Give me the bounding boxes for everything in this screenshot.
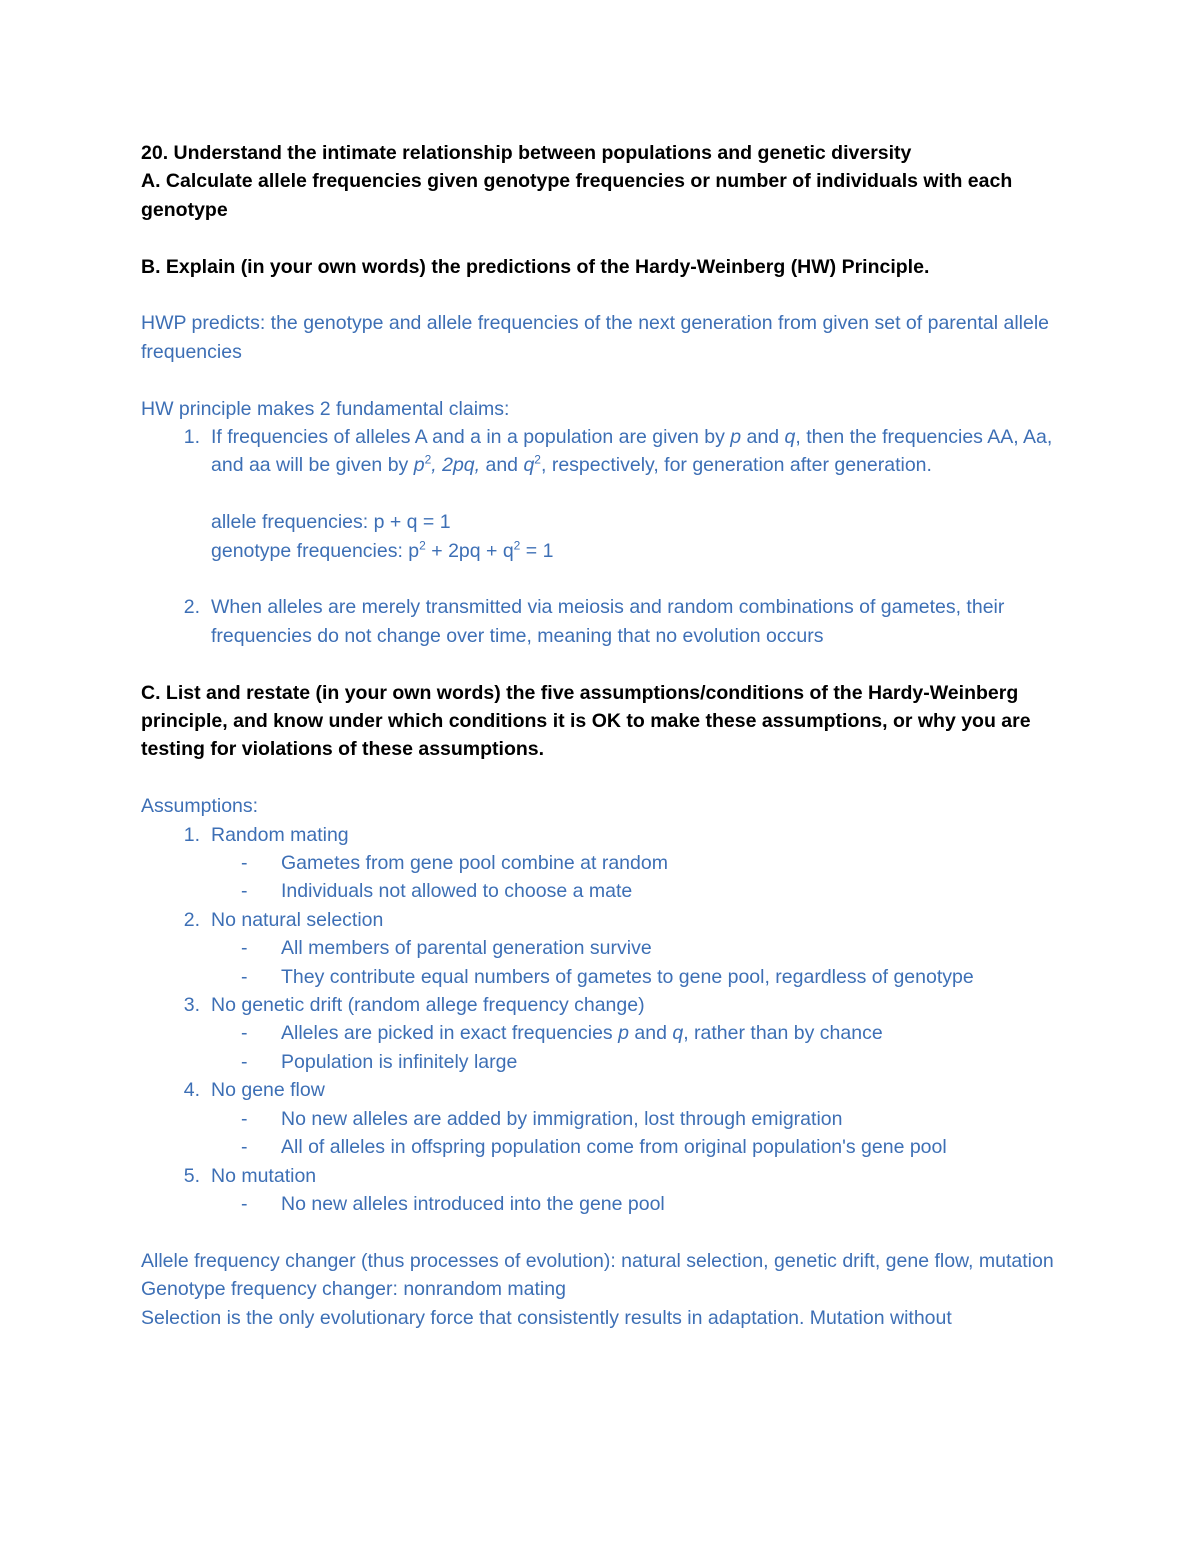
assumption-item: 1. Random mating	[183, 823, 349, 846]
assumption-sub-item: - No new alleles are added by immigration, lost through emigration	[241, 1107, 843, 1130]
part-a-heading: A. Calculate allele frequencies given genotype frequencies or number of individuals with each genotype	[141, 170, 1013, 221]
assumptions-label: Assumptions:	[141, 795, 259, 818]
part-b-heading: B. Explain (in your own words) the predictions of the Hardy-Weinberg (HW) Principle.	[141, 255, 930, 278]
hwp-predicts-text: HWP predicts: the genotype and allele frequencies of the next generation from given set of parental allele frequencies	[141, 312, 1050, 363]
assumption-sub-item: - All of alleles in offspring population come from original population's gene pool	[241, 1136, 947, 1159]
claim-1-text: If frequencies of alleles A and a in a population are given by p and q, then the frequencies AA, Aa, and aa will be given by $p^2$, 2pq, and $q^2$, respectively, for generation after generation. allele frequencies: p + q = 1 genotype frequencies: $p^2 + 2pq + q^2 = 1$	[211, 423, 1061, 565]
assumption-sub-item: - Population is infinitely large	[241, 1050, 518, 1073]
selection-text: Selection is the only evolutionary force that consistently results in adaptation. Mutation without	[141, 1306, 952, 1329]
claim-1-number: 1.	[183, 426, 200, 449]
part-c-heading: C. List and restate (in your own words) the five assumptions/conditions of the Hardy-Weinberg principle, and know under which conditions it is OK to make these assumptions, or why you are testing for violations of these assumptions.	[141, 681, 1031, 761]
assumption-item: 2. No natural selection	[183, 908, 384, 931]
genotype-frequency-equation: genotype frequencies: $p^2 + 2pq + q^2 = 1$	[211, 538, 554, 562]
assumption-sub-item: - Alleles are picked in exact frequencies p and q, rather than by chance	[241, 1022, 883, 1045]
allele-frequency-changer-text: Allele frequency changer (thus processes of evolution): natural selection, genetic drift, gene flow, mutation	[141, 1249, 1054, 1272]
assumption-sub-item: - No new alleles introduced into the gene pool	[241, 1192, 665, 1215]
section-title: 20. Understand the intimate relationship between populations and genetic diversity	[141, 142, 912, 164]
assumption-item: 4. No gene flow	[183, 1079, 325, 1102]
document-body	[141, 139, 1061, 1332]
genotype-frequency-changer-text: Genotype frequency changer: nonrandom mating	[141, 1278, 566, 1301]
claim-2-text: When alleles are merely transmitted via meiosis and random combinations of gametes, their frequencies do not change over time, meaning that no evolution occurs	[211, 596, 1005, 647]
allele-frequency-equation: allele frequencies: p + q = 1	[211, 511, 451, 534]
assumption-item: 3. No genetic drift (random allege frequency change)	[183, 994, 645, 1017]
assumption-item: 5. No mutation	[183, 1164, 317, 1187]
claim-2-number: 2.	[183, 596, 200, 619]
claim-1	[141, 423, 1061, 565]
assumption-sub-item: - Gametes from gene pool combine at random	[241, 852, 668, 875]
assumption-sub-item: - They contribute equal numbers of gametes to gene pool, regardless of genotype	[241, 965, 974, 988]
hw-claims-intro: HW principle makes 2 fundamental claims:	[141, 397, 510, 420]
assumption-sub-item: - Individuals not allowed to choose a mate	[241, 880, 633, 903]
claim-2	[141, 593, 1061, 650]
assumption-sub-item: - All members of parental generation survive	[241, 937, 652, 960]
